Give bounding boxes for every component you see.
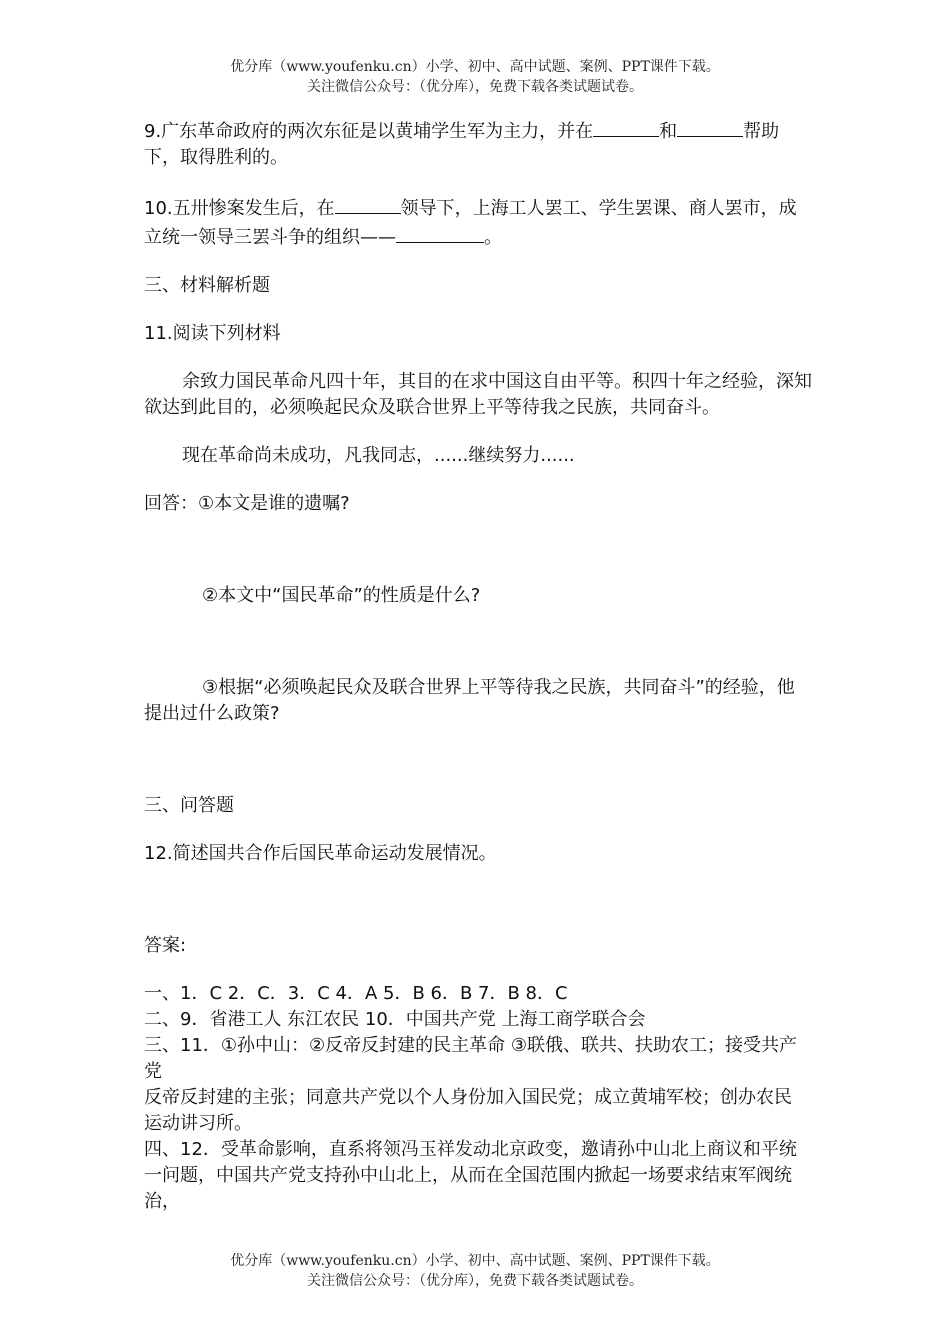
answer-key: [144, 981, 812, 1215]
question-10: 10.五卅惨案发生后，在 领导下，上海工人罢工、学生罢课、商人罢市，成立统一领导三罢斗争的组织—— 。: [144, 193, 812, 251]
footer-line-2: 关注微信公众号：（优分库），免费下载各类试题试卷。: [307, 1273, 643, 1289]
answer-line: 四、12．受革命影响，直系将领冯玉祥发动北京政变，邀请孙中山北上商议和平统一问题，中国共产党支持孙中山北上，从而在全国范围内掀起一场要求结束军阀统治，: [144, 1139, 797, 1212]
sub-question-3: ③根据“必须唤起民众及联合世界上平等待我之民族，共同奋斗”的经验，他提出过什么政策?: [144, 677, 795, 724]
sub-question-2: ②本文中“国民革命”的性质是什么?: [202, 585, 481, 606]
document-body: [144, 116, 812, 1215]
answer-line: 三、11．①孙中山：②反帝反封建的民主革命 ③联俄、联共、扶助农工；接受共产党: [144, 1035, 798, 1082]
answers-label: 答案:: [144, 935, 187, 956]
material-paragraph-1: 余致力国民革命凡四十年，其目的在求中国这自由平等。积四十年之经验，深知欲达到此目的，必须唤起民众及联合世界上平等待我之民族，共同奋斗。: [144, 371, 812, 418]
answer-blank: [335, 193, 401, 214]
answer-line: 二、9．省港工人 东江农民 10．中国共产党 上海工商学联合会: [144, 1009, 646, 1030]
page-footer: [0, 1251, 950, 1291]
question-9: 9.广东革命政府的两次东征是以黄埔学生军为主力，并在 和 帮助下，取得胜利的。: [144, 116, 812, 171]
answer-line: 一、1．C 2．C．3．C 4．A 5．B 6．B 7．B 8．C: [144, 983, 568, 1004]
section-heading-material: 三、材料解析题: [144, 275, 270, 296]
answer-blank: [593, 116, 659, 137]
sub-question-1: 回答：①本文是谁的遗嘱?: [144, 493, 350, 514]
answer-line: 运动讲习所。: [144, 1113, 252, 1134]
answer-blank: [677, 116, 743, 137]
page-header: [0, 57, 950, 97]
answer-blank: [396, 222, 484, 243]
material-paragraph-2: 现在革命尚未成功，凡我同志，......继续努力......: [182, 445, 575, 466]
section-heading-qa: 三、问答题: [144, 795, 234, 816]
header-line-2: 关注微信公众号：（优分库），免费下载各类试题试卷。: [307, 79, 643, 95]
question-12: 12.简述国共合作后国民革命运动发展情况。: [144, 843, 497, 864]
answer-line: 反帝反封建的主张；同意共产党以个人身份加入国民党；成立黄埔军校；创办农民: [144, 1087, 792, 1108]
header-line-1: 优分库（www.youfenku.cn）小学、初中、高中试题、案例、PPT课件下载。: [230, 59, 720, 75]
question-11-title: 11.阅读下列材料: [144, 323, 281, 344]
footer-line-1: 优分库（www.youfenku.cn）小学、初中、高中试题、案例、PPT课件下载。: [230, 1253, 720, 1269]
